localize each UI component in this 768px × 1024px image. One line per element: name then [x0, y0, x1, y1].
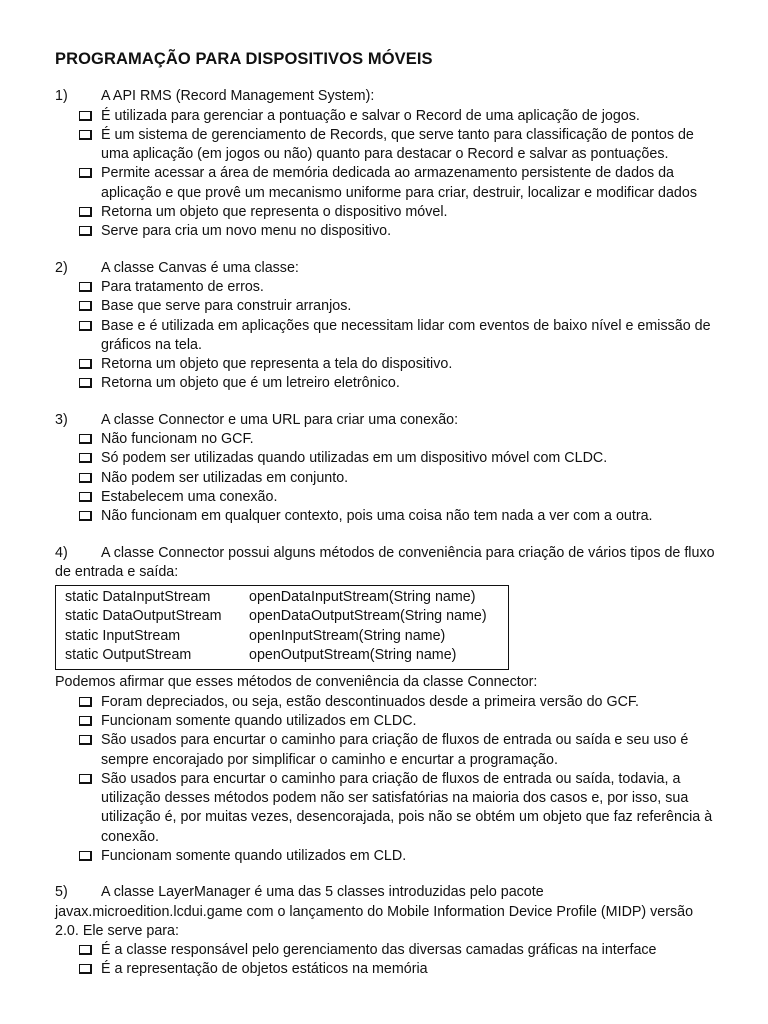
- option-item[interactable]: Não funcionam no GCF.: [55, 430, 720, 449]
- checkbox-icon[interactable]: [79, 111, 92, 121]
- option-list: [55, 278, 720, 394]
- checkbox-icon[interactable]: [79, 735, 92, 745]
- option-item[interactable]: Retorna um objeto que representa o dispositivo móvel.: [55, 203, 720, 222]
- question-text: A classe Connector e uma URL para criar uma conexão:: [101, 411, 459, 428]
- option-list: [55, 430, 720, 526]
- checkbox-icon[interactable]: [79, 207, 92, 217]
- option-item[interactable]: Foram depreciados, ou seja, estão descontinuados desde a primeira versão do GCF.: [55, 693, 720, 712]
- question-text: A classe Canvas é uma classe:: [101, 259, 299, 276]
- method-row: static DataInputStream openDataInputStream(String name): [65, 589, 476, 606]
- method-row: static OutputStream openOutputStream(String name): [65, 647, 457, 664]
- question-lead: Podemos afirmar que esses métodos de conveniência da classe Connector:: [55, 674, 538, 691]
- option-item[interactable]: Só podem ser utilizadas quando utilizadas em um dispositivo móvel com CLDC.: [55, 449, 720, 468]
- question-2: [55, 259, 720, 394]
- checkbox-icon[interactable]: [79, 964, 92, 974]
- method-row: static DataOutputStream openDataOutputStream(String name): [65, 608, 487, 625]
- option-item[interactable]: Serve para cria um novo menu no dispositivo.: [55, 222, 720, 241]
- question-number: 4): [55, 544, 68, 561]
- question-number: 3): [55, 411, 68, 428]
- checkbox-icon[interactable]: [79, 226, 92, 236]
- checkbox-icon[interactable]: [79, 378, 92, 388]
- checkbox-icon[interactable]: [79, 774, 92, 784]
- checkbox-icon[interactable]: [79, 492, 92, 502]
- question-number: 2): [55, 259, 68, 276]
- option-item[interactable]: É um sistema de gerenciamento de Records, que serve tanto para classificação de pontos de uma aplicação (em jogos ou não) quanto para destacar o Record e salvar as pontuações.: [55, 126, 720, 165]
- option-item[interactable]: Não podem ser utilizadas em conjunto.: [55, 469, 720, 488]
- document-title: PROGRAMAÇÃO PARA DISPOSITIVOS MÓVEIS: [55, 50, 433, 68]
- option-item[interactable]: São usados para encurtar o caminho para criação de fluxos de entrada ou saída e seu uso é sempre encorajado por simplificar o caminho e encurtar a programação.: [55, 731, 720, 770]
- checkbox-icon[interactable]: [79, 473, 92, 483]
- question-5: [55, 883, 720, 979]
- option-item[interactable]: É a representação de objetos estáticos na memória: [55, 960, 720, 979]
- checkbox-icon[interactable]: [79, 434, 92, 444]
- question-4: [55, 544, 720, 867]
- checkbox-icon[interactable]: [79, 716, 92, 726]
- question-number: 5): [55, 884, 68, 901]
- option-item[interactable]: Permite acessar a área de memória dedicada ao armazenamento persistente de dados da aplicação e que provê um mecanismo uniforme para criar, destruir, localizar e modificar dados: [55, 164, 720, 203]
- question-text: A classe LayerManager é uma das 5 classes introduzidas pelo pacote: [101, 884, 544, 901]
- checkbox-icon[interactable]: [79, 945, 92, 955]
- checkbox-icon[interactable]: [79, 851, 92, 861]
- option-list: [55, 941, 720, 980]
- checkbox-icon[interactable]: [79, 359, 92, 369]
- checkbox-icon[interactable]: [79, 511, 92, 521]
- checkbox-icon[interactable]: [79, 301, 92, 311]
- checkbox-icon[interactable]: [79, 282, 92, 292]
- checkbox-icon[interactable]: [79, 453, 92, 463]
- checkbox-icon[interactable]: [79, 168, 92, 178]
- option-item[interactable]: Funcionam somente quando utilizados em CLD.: [55, 847, 720, 866]
- checkbox-icon[interactable]: [79, 321, 92, 331]
- method-table: [55, 585, 509, 670]
- question-number: 1): [55, 88, 68, 105]
- option-list: [55, 693, 720, 867]
- question-text: A classe Connector possui alguns métodos de conveniência para criação de vários tipos de fluxo: [101, 544, 715, 561]
- question-text-continued: 2.0. Ele serve para:: [55, 922, 179, 939]
- question-text: A API RMS (Record Management System):: [101, 88, 375, 105]
- option-list: [55, 107, 720, 242]
- method-row: static InputStream openInputStream(String name): [65, 627, 446, 644]
- option-item[interactable]: Retorna um objeto que é um letreiro eletrônico.: [55, 374, 720, 393]
- option-item[interactable]: É utilizada para gerenciar a pontuação e salvar o Record de uma aplicação de jogos.: [55, 107, 720, 126]
- option-item[interactable]: Base e é utilizada em aplicações que necessitam lidar com eventos de baixo nível e emissão de gráficos na tela.: [55, 317, 720, 356]
- option-item[interactable]: É a classe responsável pelo gerenciamento das diversas camadas gráficas na interface: [55, 941, 720, 960]
- option-item[interactable]: Estabelecem uma conexão.: [55, 488, 720, 507]
- document-page: [55, 50, 720, 997]
- checkbox-icon[interactable]: [79, 130, 92, 140]
- option-item[interactable]: Funcionam somente quando utilizados em CLDC.: [55, 712, 720, 731]
- question-1: [55, 87, 720, 241]
- question-text-continued: de entrada e saída:: [55, 563, 179, 580]
- question-3: [55, 411, 720, 527]
- checkbox-icon[interactable]: [79, 697, 92, 707]
- question-text-continued: javax.microedition.lcdui.game com o lançamento do Mobile Information Device Profile (MIDP) versão: [55, 903, 694, 920]
- option-item[interactable]: São usados para encurtar o caminho para criação de fluxos de entrada ou saída, todavia, a utilização desses métodos podem não ser satisfatórias na maioria dos casos e, por isso, sua utilização é, por muitas vezes, desencorajada, pois não se obtém um objeto que faz referência à conexão.: [55, 770, 720, 847]
- option-item[interactable]: Retorna um objeto que representa a tela do dispositivo.: [55, 355, 720, 374]
- option-item[interactable]: Base que serve para construir arranjos.: [55, 297, 720, 316]
- option-item[interactable]: Para tratamento de erros.: [55, 278, 720, 297]
- option-item[interactable]: Não funcionam em qualquer contexto, pois uma coisa não tem nada a ver com a outra.: [55, 507, 720, 526]
